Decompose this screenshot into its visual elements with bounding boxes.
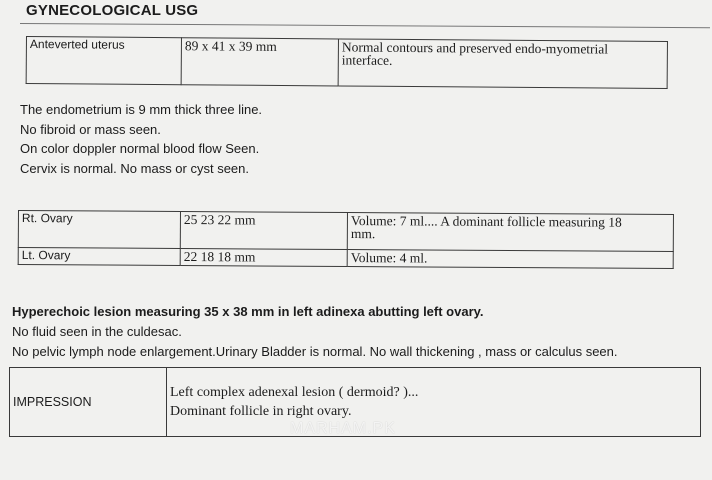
uterus-note-line1: Normal contours and preserved endo-myometrial: [341, 39, 609, 57]
finding-line: On color doppler normal blood flow Seen.: [20, 141, 260, 156]
uterus-table: [26, 36, 668, 89]
lesion-finding: Hyperechoic lesion measuring 35 x 38 mm in left adinexa abutting left ovary.: [12, 304, 484, 319]
uterus-note-line2: interface.: [341, 52, 393, 68]
uterus-size: 89 x 41 x 39 mm: [181, 38, 338, 86]
finding-line: The endometrium is 9 mm thick three line.: [20, 102, 263, 117]
right-ovary-note: [347, 213, 673, 252]
adnexa-findings: [12, 302, 618, 362]
lymph-finding: No pelvic lymph node enlargement.Urinary Bladder is normal. No wall thickening , mass or calculus seen.: [12, 344, 618, 359]
left-ovary-label: Lt. Ovary: [18, 248, 180, 266]
finding-line: No fibroid or mass seen.: [20, 121, 161, 137]
finding-line: Cervix is normal. No mass or cyst seen.: [20, 160, 250, 176]
impression-line2: Dominant follicle in right ovary.: [170, 404, 352, 419]
right-ovary-note-line1: Volume: 7 ml.... A dominant follicle measuring 18: [350, 213, 622, 230]
ovary-table: [18, 210, 674, 269]
right-ovary-note-line2: mm.: [350, 226, 376, 242]
impression-text: [167, 368, 701, 437]
impression-line1: Left complex adenexal lesion ( dermoid? )...: [170, 385, 419, 400]
right-ovary-label: Rt. Ovary: [18, 211, 180, 249]
impression-label: IMPRESSION: [10, 368, 167, 437]
endometrium-findings: [20, 100, 262, 178]
right-ovary-row: [18, 211, 673, 252]
section-heading: GYNECOLOGICAL USG: [26, 2, 199, 19]
site-watermark: MARHAM.PK: [290, 420, 396, 437]
left-ovary-size: 22 18 18 mm: [180, 248, 347, 266]
left-ovary-row: [18, 248, 673, 269]
right-ovary-size: 25 23 22 mm: [180, 211, 347, 249]
uterus-note: [338, 39, 667, 89]
left-ovary-note: Volume: 4 ml.: [347, 250, 673, 269]
heading-divider: [20, 23, 710, 28]
fluid-finding: No fluid seen in the culdesac.: [12, 324, 182, 339]
uterus-row: [26, 37, 667, 89]
uterus-label: Anteverted uterus: [26, 37, 181, 85]
